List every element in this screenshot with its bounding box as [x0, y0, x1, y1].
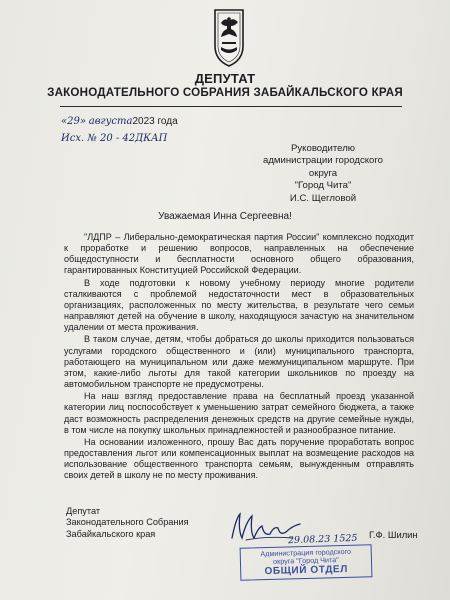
- addressee-line: администрации городского округа: [262, 155, 384, 179]
- signature-block: [66, 506, 189, 540]
- outgoing-number: Исх. № 20 - 42ДКАП: [61, 133, 168, 144]
- stamp-line: Администрация городского: [260, 546, 352, 559]
- addressee-line: И.С. Щегловой: [289, 192, 357, 204]
- header-divider: [60, 106, 402, 107]
- date-day: «29»: [61, 116, 86, 127]
- signatory-name: Г.Ф. Шилин: [369, 529, 418, 540]
- addressee-line: Руководителю: [290, 143, 355, 154]
- body-paragraph: "ЛДПР – Либерально-демократическая партия России" комплексно подходит к проработке и решению вопросов, направленных на обеспечение общедоступности и бесплатности основного общего образования, гарантированных Конституцией Российской Федерации.: [64, 232, 414, 276]
- coat-of-arms-eagle-icon: [209, 6, 249, 68]
- addressee-block: [248, 143, 398, 205]
- letter-body: [64, 232, 414, 482]
- registration-stamp: [240, 544, 373, 580]
- letter-date: [61, 116, 178, 127]
- header-title-line1: ДЕПУТАТ: [194, 71, 256, 86]
- stamp-title: ОБЩИЙ ОТДЕЛ: [264, 563, 349, 578]
- header-title-line2: ЗАКОНОДАТЕЛЬНОГО СОБРАНИЯ ЗАБАЙКАЛЬСКОГО КРАЯ: [47, 86, 403, 99]
- signature-line: Забайкальского края: [66, 528, 156, 539]
- body-paragraph: В ходе подготовки к новому учебному периоду многие родители сталкиваются с проблемой недостаточности мест в образовательных организациях, расположенных по месту жительства, в результате чего семьи направляют детей на обучение в школу, находящуюся зачастую на значительном удалении от места проживания.: [64, 277, 414, 333]
- body-paragraph: На основании изложенного, прошу Вас дать поручение проработать вопрос предоставления льгот или компенсационных выплат на возмещение расходов на использование общественного транспорта семьям, вынужденным отправлять своих детей в школу не по месту проживания.: [64, 436, 414, 481]
- signature-line: Депутат: [66, 506, 101, 516]
- date-year: 2023 года: [132, 116, 178, 127]
- signature-line: Законодательного Собрания: [66, 517, 189, 528]
- date-month: августа: [88, 116, 133, 127]
- handwritten-receipt-date: 29.08.23 1525: [287, 532, 358, 547]
- stamp-line: округа "Город Чита": [272, 555, 339, 566]
- body-paragraph: На наш взгляд предоставление права на бесплатный проезд указанной категории лиц поспособствует к уменьшению затрат семейного бюджета, а также даст возможность распределения денежных средств на другие семейные нужды, в том числе на покупку школьных принадлежностей и разнообразное питание.: [64, 391, 414, 435]
- greeting: Уважаемая Инна Сергеевна!: [158, 211, 292, 222]
- body-paragraph: В таком случае, детям, чтобы добраться до школы приходится пользоваться услугами городского общественного и (или) муниципального транспорта, работающего на муниципальном или даже межмуниципальном маршруте. При этом, какие-либо льготы для такой категории школьников по проезду на автомобильном транспорте не предусмотрены.: [64, 334, 414, 390]
- addressee-line: "Город Чита": [294, 180, 352, 192]
